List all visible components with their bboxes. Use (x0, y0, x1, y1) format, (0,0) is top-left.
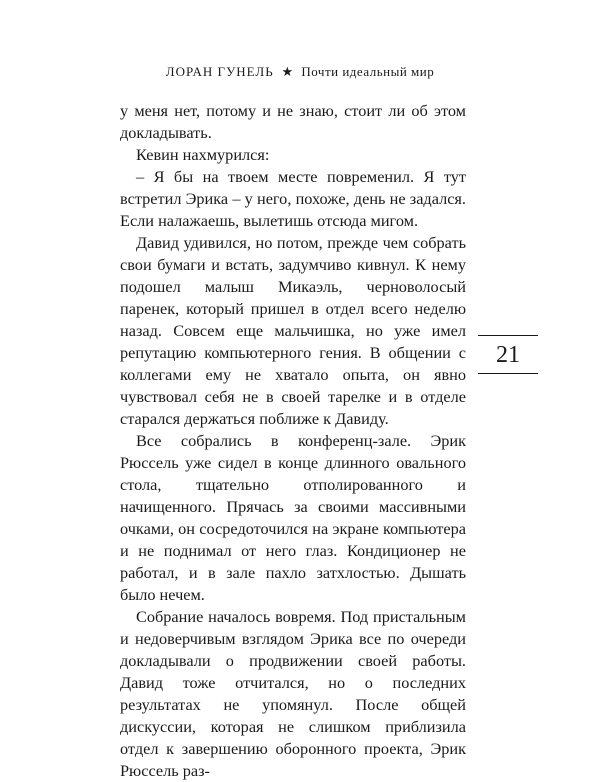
paragraph-4: Давид удивился, но потом, прежде чем собрать свои бумаги и встать, задумчиво кивнул. К нему подошел малыш Микаэль, черноволосый паренек, который пришел в отдел всего неделю назад. Совсем еще мальчишка, но уже имел репутацию компьютерного гения. В общении с коллегами ему не хватало опыта, он явно чувствовал себя не в своей тарелке и в отделе старался держаться поближе к Давиду. (120, 233, 466, 428)
paragraph-5: Все собрались в конференц-зале. Эрик Рюссель уже сидел в конце длинного овального стола, тщательно отполированного и начищенного. Прячась за своими массивными очками, он сосредоточился на экране компьютера и не поднимал от него глаз. Кондиционер не работал, и в зале пахло затхлостью. Дышать было нечем. (120, 431, 466, 604)
running-head-title: Почти идеальный мир (301, 64, 435, 79)
running-head-author: ЛОРАН ГУНЕЛЬ (165, 64, 274, 79)
star-icon: ★ (281, 64, 294, 79)
page-number: 21 (478, 335, 538, 374)
running-head (0, 64, 600, 80)
paragraph-1: у меня нет, потому и не знаю, стоит ли об этом докладывать. (120, 101, 466, 142)
paragraph-2: Кевин нахмурился: (136, 145, 270, 164)
paragraph-3: – Я бы на твоем месте повременил. Я тут встретил Эрика – у него, похоже, день не задался. Если налажаешь, вылетишь отсюда мигом. (120, 167, 466, 230)
body-text (120, 100, 466, 782)
paragraph-6: Собрание началось вовремя. Под пристальным и недоверчивым взглядом Эрика все по очереди докладывали о продвижении своей работы. Давид тоже отчитался, но о последних результатах не упомянул. После общей дискуссии, которая не слишком приблизила отдел к завершению оборонного проекта, Эрик Рюссель раз- (120, 607, 466, 780)
